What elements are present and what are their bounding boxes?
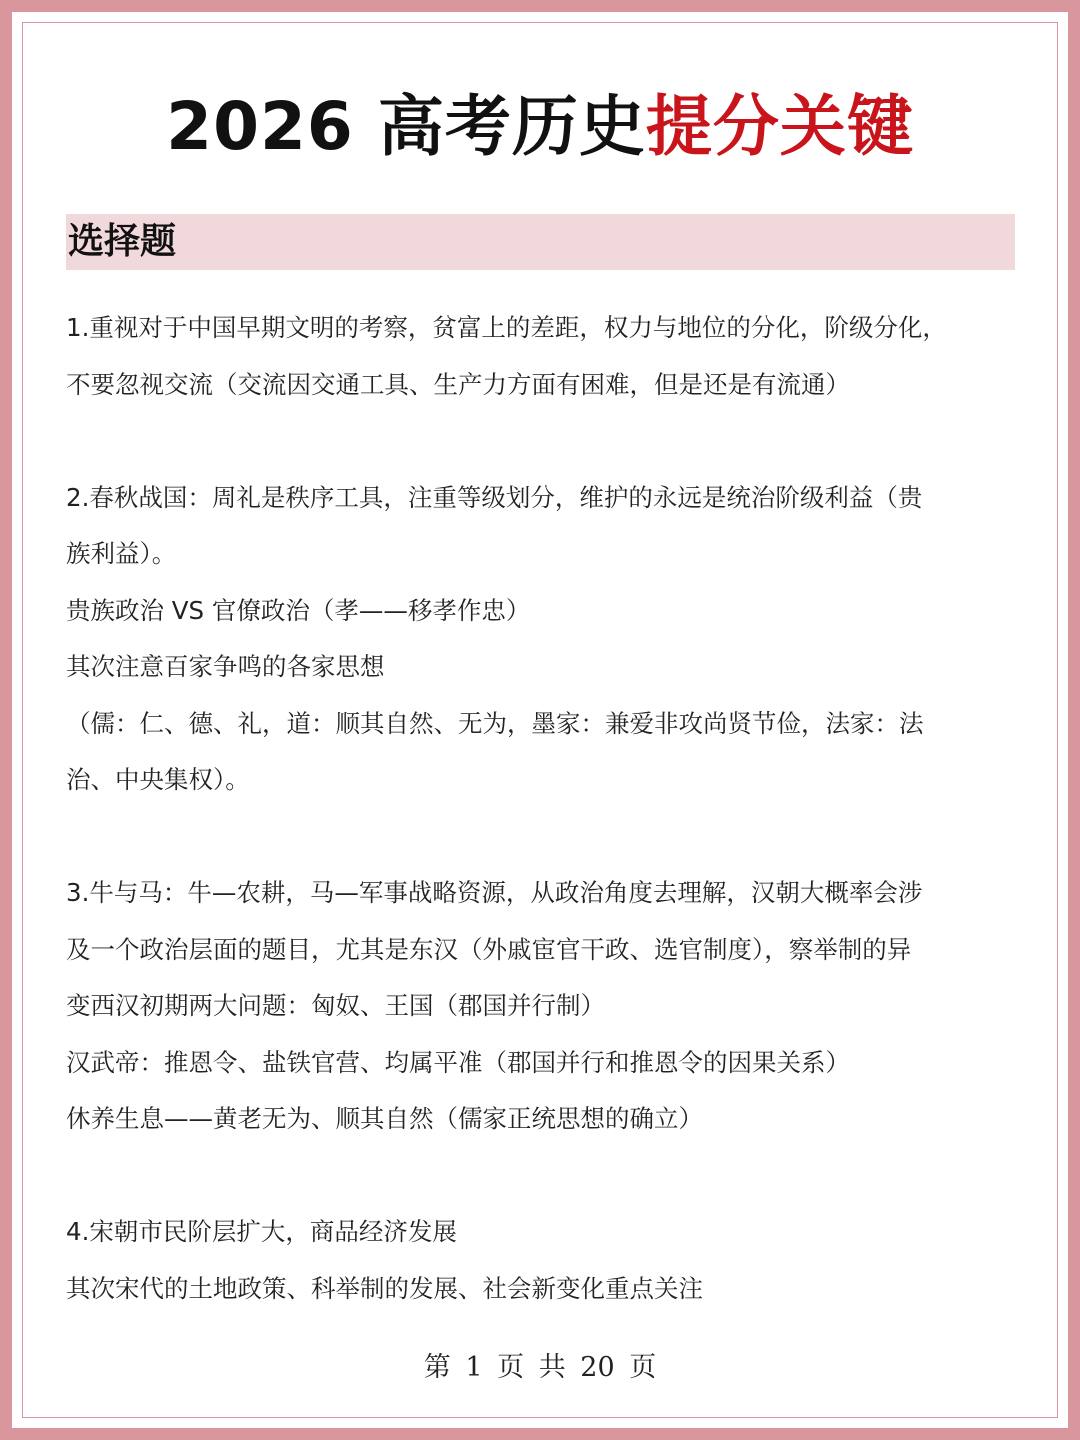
content-body xyxy=(66,300,1018,1317)
paragraph-2 xyxy=(66,470,1018,809)
paragraph-4 xyxy=(66,1204,1018,1317)
text-line: 其次宋代的土地政策、科举制的发展、社会新变化重点关注 xyxy=(66,1273,703,1303)
text-line: 治、中央集权）。 xyxy=(66,765,250,794)
paragraph-1 xyxy=(66,300,1018,413)
title-prefix: 2026 高考历史 xyxy=(166,88,646,165)
page-title xyxy=(0,82,1080,172)
text-line: 其次注意百家争鸣的各家思想 xyxy=(66,652,385,681)
text-line: 变西汉初期两大问题：匈奴、王国（郡国并行制） xyxy=(66,991,605,1020)
text-line: 不要忽视交流（交流因交通工具、生产力方面有困难，但是还是有流通） xyxy=(66,369,850,399)
page-number-footer: 第 1 页 共 20 页 xyxy=(423,1352,657,1383)
text-line: 及一个政治层面的题目，尤其是东汉（外戚宦官干政、选官制度），察举制的异 xyxy=(66,934,912,964)
text-line: （儒：仁、德、礼，道：顺其自然、无为，墨家：兼爱非攻尚贤节俭，法家：法 xyxy=(66,708,924,738)
text-line: 族利益）。 xyxy=(66,539,177,568)
text-line: 1.重视对于中国早期文明的考察，贫富上的差距，权力与地位的分化，阶级分化， xyxy=(66,313,947,342)
text-line: 休养生息——黄老无为、顺其自然（儒家正统思想的确立） xyxy=(66,1104,703,1133)
text-line: 4.宋朝市民阶层扩大，商品经济发展 xyxy=(66,1217,457,1246)
paragraph-gap xyxy=(66,1148,1018,1205)
section-title: 选择题 xyxy=(68,221,177,262)
text-line: 贵族政治 VS 官僚政治（孝——移孝作忠） xyxy=(66,595,531,625)
section-header-bar xyxy=(66,214,1015,270)
paragraph-gap xyxy=(66,809,1018,866)
paragraph-3 xyxy=(66,865,1018,1148)
text-line: 2.春秋战国：周礼是秩序工具，注重等级划分，维护的永远是统治阶级利益（贵 xyxy=(66,482,923,512)
title-highlight: 提分关键 xyxy=(645,88,914,165)
text-line: 汉武帝：推恩令、盐铁官营、均属平准（郡国并行和推恩令的因果关系） xyxy=(66,1047,850,1077)
text-line: 3.牛与马：牛—农耕，马—军事战略资源，从政治角度去理解，汉朝大概率会涉 xyxy=(66,878,923,907)
paragraph-gap xyxy=(66,413,1018,470)
